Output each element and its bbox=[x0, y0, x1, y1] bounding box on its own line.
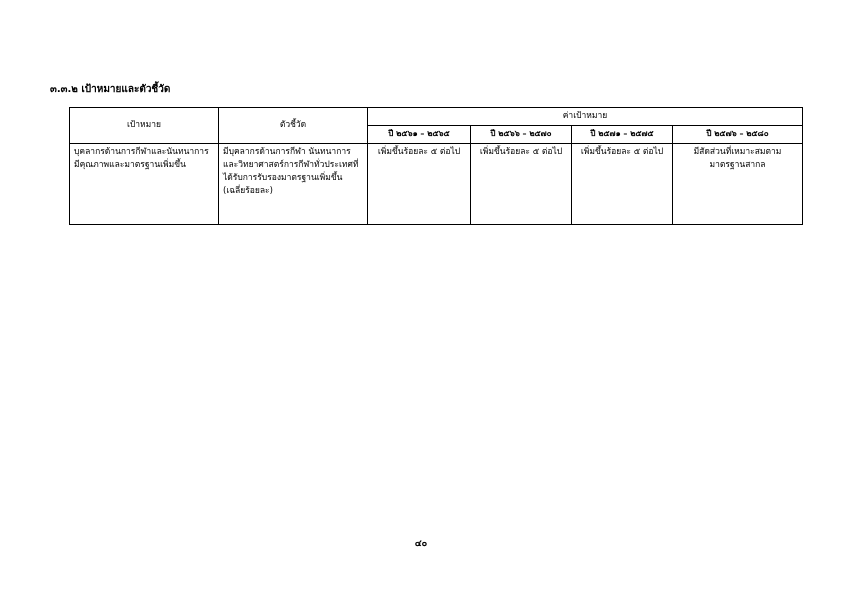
target-cell: เพิ่มขึ้นร้อยละ ๕ ต่อไป bbox=[368, 143, 471, 224]
target-cell: เพิ่มขึ้นร้อยละ ๕ ต่อไป bbox=[572, 143, 673, 224]
period-header: ปี ๒๕๗๖ – ๒๕๘๐ bbox=[673, 126, 803, 143]
table-row bbox=[70, 143, 803, 224]
page-number: ๔๐ bbox=[414, 539, 428, 549]
goal-cell: บุคลากรด้านการกีฬาและนันทนาการมีคุณภาพและมาตรฐานเพิ่มขึ้น bbox=[70, 143, 219, 224]
target-cell: เพิ่มขึ้นร้อยละ ๕ ต่อไป bbox=[471, 143, 572, 224]
header-target: ค่าเป้าหมาย bbox=[368, 108, 803, 126]
indicator-cell: มีบุคลากรด้านการกีฬา นันทนาการ และวิทยาศาสตร์การกีฬาทั่วประเทศที่ได้รับการรับรองมาตรฐานเพิ่มขึ้น (เฉลี่ยร้อยละ) bbox=[219, 143, 368, 224]
section-heading: ๓.๓.๒ เป้าหมายและตัวชี้วัด bbox=[50, 84, 171, 95]
table-header-row bbox=[70, 108, 803, 126]
period-header: ปี ๒๕๗๑ – ๒๕๗๕ bbox=[572, 126, 673, 143]
header-goal: เป้าหมาย bbox=[70, 108, 219, 144]
header-indicator: ตัวชี้วัด bbox=[219, 108, 368, 144]
goals-indicators-table bbox=[69, 107, 803, 225]
period-header: ปี ๒๕๖๖ – ๒๕๗๐ bbox=[471, 126, 572, 143]
target-cell: มีสัดส่วนที่เหมาะสมตามมาตรฐานสากล bbox=[673, 143, 803, 224]
period-header: ปี ๒๕๖๑ – ๒๕๖๕ bbox=[368, 126, 471, 143]
